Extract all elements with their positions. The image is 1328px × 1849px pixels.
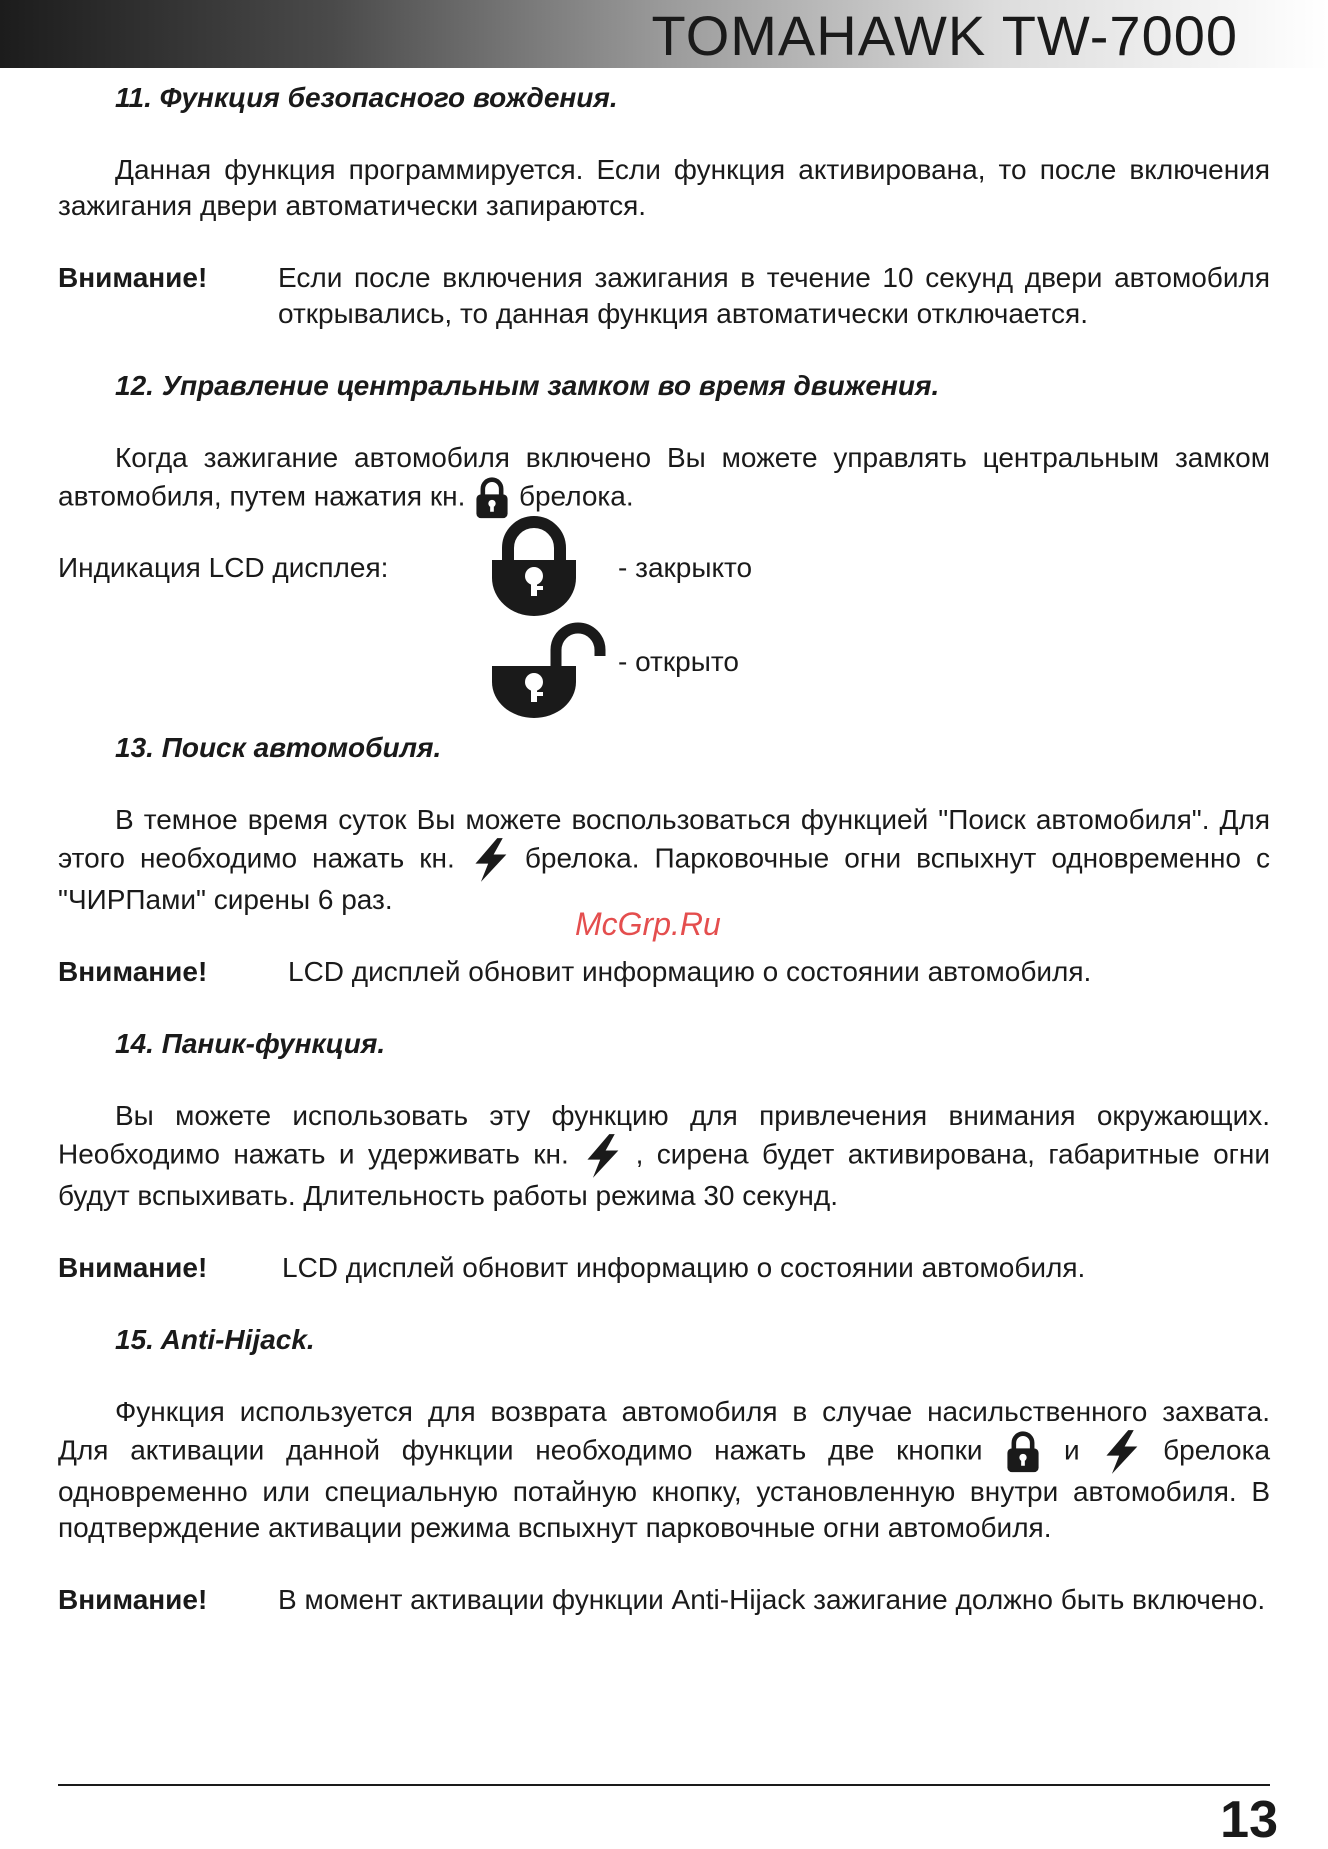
section-14-body-text: Вы можете использовать эту функцию для привлечения внимания окружающих. Необходимо нажать и удерживать кн. (58, 1100, 1270, 1170)
section-12-body-text: Когда зажигание автомобиля включено Вы можете управлять центральным замком автомобиля, путем нажатия кн. (58, 442, 1270, 512)
lcd-indicator-unlocked-row (58, 634, 1270, 730)
section-15-body-and: и (1064, 1434, 1080, 1466)
lcd-locked-text: - закрыкто (618, 552, 753, 583)
section-14-body (58, 1098, 1270, 1214)
section-11-note (58, 260, 1270, 332)
section-13-note (58, 954, 1270, 990)
section-12-heading: 12. Управление центральным замком во время движения. (115, 370, 940, 401)
lightning-icon (470, 838, 510, 882)
section-14-note (58, 1250, 1270, 1286)
page-content (58, 80, 1270, 1618)
section-15-heading: 15. Anti-Hijack. (115, 1324, 315, 1355)
section-13-body-text: В темное время суток Вы можете воспользоваться функцией "Поиск автомобиля". Для этого необходимо нажать кн. (58, 804, 1270, 874)
unlocked-padlock-icon (486, 620, 626, 720)
section-14-heading: 14. Паник-функция. (115, 1028, 386, 1059)
note-text: В момент активации функции Anti-Hijack зажигание должно быть включено. (278, 1584, 1266, 1615)
note-label: Внимание! (58, 956, 208, 987)
section-15-body-text: Функция используется для возврата автомобиля в случае насильственного захвата. Для активации данной функции необходимо нажать две кнопки (58, 1396, 1270, 1466)
lightning-icon (1101, 1430, 1141, 1474)
section-13-body (58, 802, 1270, 918)
page-number: 13 (1220, 1791, 1278, 1849)
watermark: McGrp.Ru (575, 906, 721, 942)
section-12-body-text-end: брелока. (518, 480, 634, 512)
lock-icon (473, 476, 511, 520)
note-label: Внимание! (58, 1252, 208, 1283)
section-15-body (58, 1394, 1270, 1546)
note-text: Если после включения зажигания в течение 10 секунд двери автомобиля открывались, то данная функция автоматически отключается. (278, 262, 1270, 329)
lightning-icon (582, 1134, 622, 1178)
section-11-body: Данная функция программируется. Если функция активирована, то после включения зажигания двери автоматически запираются. (58, 154, 1270, 221)
document-title: TOMAHAWK TW-7000 (651, 4, 1238, 67)
note-text: LCD дисплей обновит информацию о состоянии автомобиля. (288, 956, 1092, 987)
footer-divider (58, 1784, 1270, 1786)
note-text: LCD дисплей обновит информацию о состоянии автомобиля. (282, 1252, 1086, 1283)
lcd-unlocked-text: - открыто (618, 646, 739, 677)
lock-icon (1004, 1430, 1042, 1474)
section-13-heading: 13. Поиск автомобиля. (115, 732, 442, 763)
section-11-heading: 11. Функция безопасного вождения. (115, 82, 618, 113)
lcd-label: Индикация LCD дисплея: (58, 552, 389, 583)
section-12-body (58, 440, 1270, 520)
note-label: Внимание! (58, 1584, 208, 1615)
section-13-body-text-end: брелока. Парковочные огни вспыхнут одновременно с "ЧИРПами" сирены 6 раз. (58, 842, 1271, 915)
lcd-indicator-locked-row (58, 542, 1270, 634)
section-14-body-text-end: , сирена будет активирована, габаритные огни будут вспыхивать. Длительность работы режима 30 секунд. (58, 1138, 1270, 1211)
section-15-note (58, 1582, 1270, 1618)
note-label: Внимание! (58, 262, 208, 293)
section-15-body-text-end: брелока одновременно или специальную потайную кнопку, установленную внутри автомобиля. В подтверждение активации режима вспыхнут парковочные огни автомобиля. (58, 1434, 1271, 1543)
locked-padlock-icon (486, 516, 582, 616)
